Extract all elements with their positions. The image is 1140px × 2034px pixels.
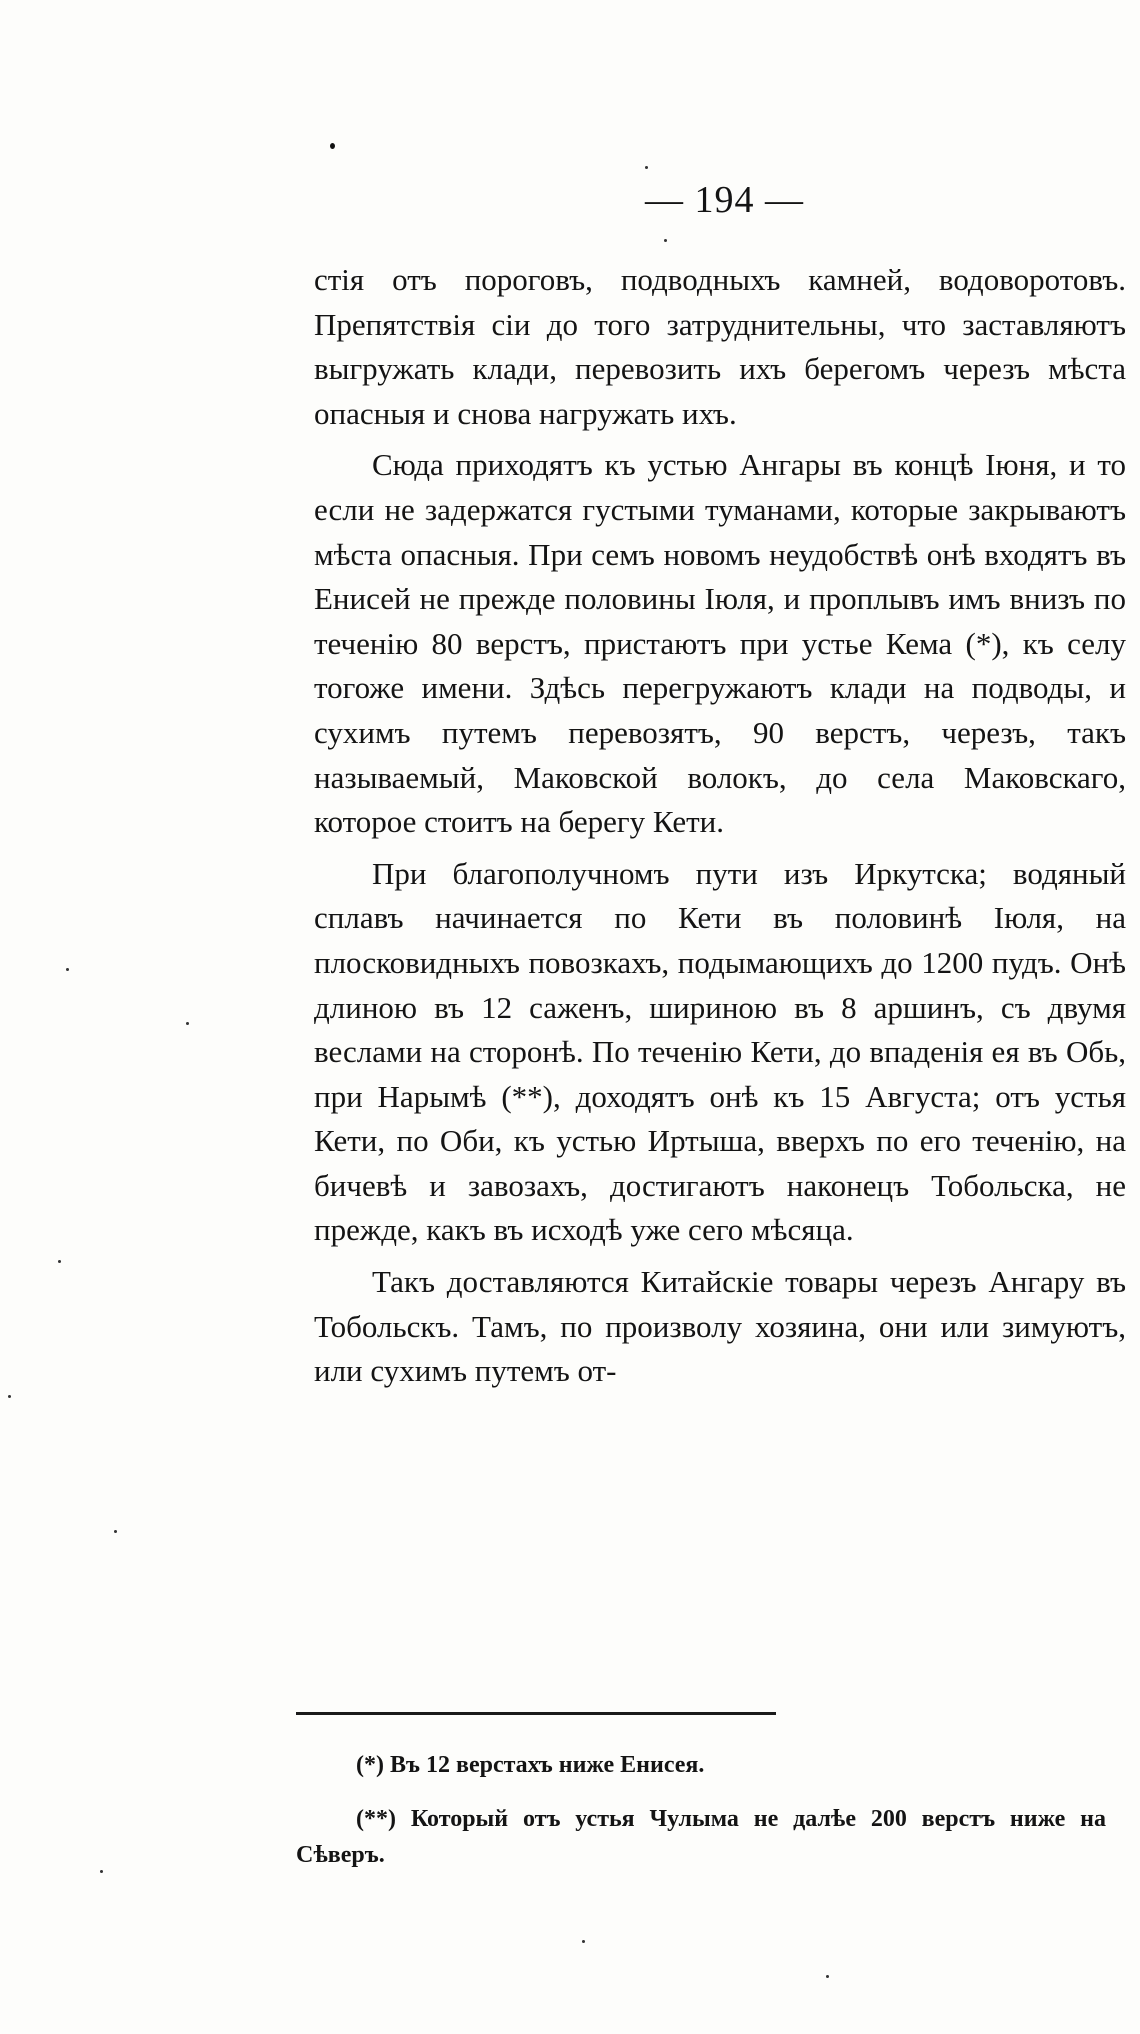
paragraph: стія отъ пороговъ, подводныхъ камней, водоворотовъ. Препятствія сіи до того затруднительны, что заставляютъ выгружать клади, перевозить ихъ берегомъ черезъ мѣста опасныя и снова нагружать ихъ. xyxy=(314,262,1126,431)
scan-speck xyxy=(582,1940,585,1943)
footnote: (*) Въ 12 верстахъ ниже Енисея. xyxy=(356,1752,705,1778)
footnote: (**) Который отъ устья Чулыма не далѣе 200 верстъ ниже на Сѣверъ. xyxy=(296,1806,1106,1868)
scan-speck xyxy=(664,239,667,242)
scan-speck xyxy=(100,1870,103,1873)
footnote-divider xyxy=(296,1712,776,1715)
scan-speck xyxy=(330,143,335,149)
footnotes xyxy=(296,1747,1106,1891)
scan-speck xyxy=(8,1395,11,1398)
scan-speck xyxy=(114,1530,117,1533)
scan-speck xyxy=(66,968,69,971)
body-text xyxy=(314,258,1126,1401)
paragraph: Такъ доставляются Китайскіе товары черезъ Ангару въ Тобольскъ. Тамъ, по произволу хозяина, они или зимуютъ, или сухимъ путемъ от- xyxy=(314,1264,1126,1389)
paragraph: При благополучномъ пути изъ Иркутска; водяный сплавъ начинается по Кети въ половинѣ Іюля, на плосковидныхъ повозкахъ, подымающихъ до 1200 пудъ. Онѣ длиною въ 12 саженъ, шириною въ 8 аршинъ, съ двумя веслами на сторонѣ. По теченію Кети, до впаденія ея въ Обь, при Нарымѣ (**), доходятъ онѣ къ 15 Августа; отъ устья Кети, по Оби, къ устью Иртыша, вверхъ по его теченію, на бичевѣ и завозахъ, достигаютъ наконецъ Тобольска, не прежде, какъ въ исходѣ уже сего мѣсяца. xyxy=(314,855,1126,1248)
page-number: — 194 — xyxy=(645,179,804,221)
scan-speck xyxy=(826,1975,829,1978)
paragraph: Сюда приходятъ къ устью Ангары въ концѣ Іюня, и то если не задержатся густыми туманами, которые закрываютъ мѣста опасныя. При семъ новомъ неудобствѣ онѣ входятъ въ Енисей не прежде половины Іюля, и проплывъ имъ внизъ по теченію 80 верстъ, пристаютъ при устье Кема (*), къ селу тогоже имени. Здѣсь перегружаютъ клади на подводы, и сухимъ путемъ перевозятъ, 90 верстъ, черезъ, такъ называемый, Маковской волокъ, до села Маковскаго, которое стоитъ на берегу Кети. xyxy=(314,447,1126,840)
scan-speck xyxy=(645,166,648,169)
scan-speck xyxy=(186,1022,189,1025)
scan-speck xyxy=(58,1260,61,1263)
